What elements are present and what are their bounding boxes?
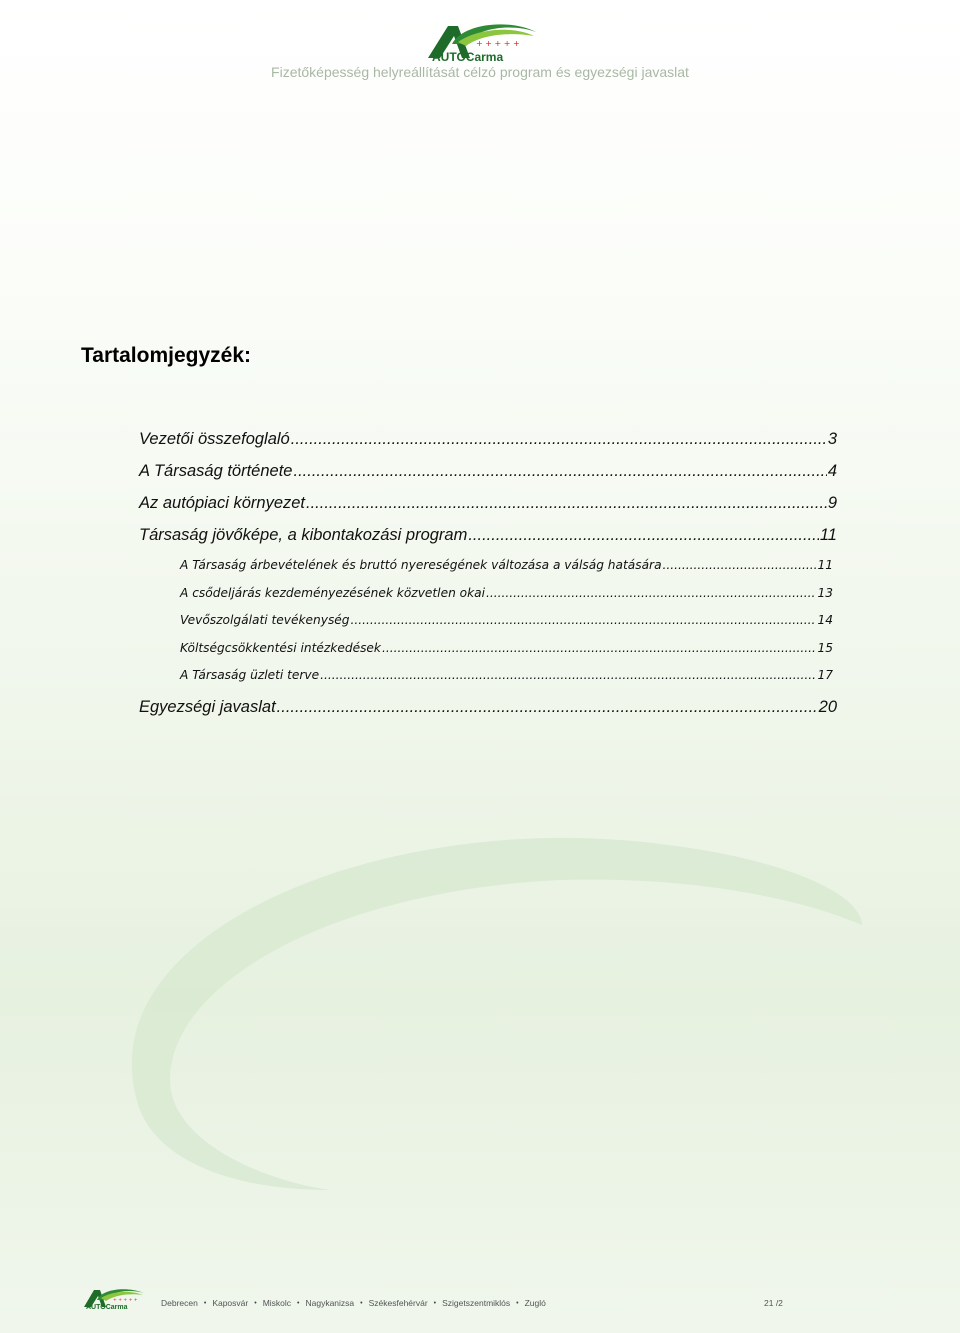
toc-entry-text: A Társaság árbevételének és bruttó nyereségének változása a válság hatására (180, 558, 662, 572)
toc-entry-text: Társaság jövőképe, a kibontakozási program (139, 526, 468, 544)
bullet-separator: • (203, 1299, 207, 1307)
bullet-separator: • (360, 1299, 363, 1307)
toc-entry-text: A Társaság története (139, 462, 293, 480)
toc-entry-page: 13 (817, 586, 833, 600)
toc-subentry[interactable] (180, 668, 833, 682)
footer-locations (161, 1298, 546, 1308)
bullet-separator: • (254, 1299, 257, 1307)
page-number: 21 /2 (764, 1298, 783, 1308)
svg-text:AUTOCarma: AUTOCarma (86, 1304, 128, 1310)
toc-entry[interactable] (139, 526, 837, 545)
footer-city: Zugló (524, 1298, 546, 1308)
svg-text:+ + + + +: + + + + + (476, 39, 520, 48)
toc-entry-text: Az autópiaci környezet (139, 494, 306, 512)
footer-city: Nagykanizsa (305, 1298, 355, 1308)
footer-city: Kaposvár (212, 1298, 249, 1308)
toc-entry[interactable] (139, 494, 837, 513)
svg-text:+ + + + +: + + + + + (113, 1298, 138, 1303)
toc-entry-text: Költségcsökkentési intézkedések (180, 641, 381, 655)
toc-entry[interactable] (139, 462, 837, 481)
toc-leader-dots (320, 668, 816, 682)
toc-leader-dots (277, 698, 818, 717)
toc-entry-page: 20 (818, 698, 837, 716)
footer-autocarma-logo (80, 1286, 146, 1310)
bullet-separator: • (433, 1299, 437, 1307)
toc-entry-page: 17 (817, 668, 833, 682)
toc-entry-text: A Társaság üzleti terve (180, 668, 320, 682)
toc-leader-dots (293, 462, 826, 481)
toc-entry-page: 9 (827, 494, 837, 512)
toc-leader-dots (468, 526, 819, 545)
toc-entry-text: A csődeljárás kezdeményezésének közvetlen okai (180, 586, 486, 600)
toc-subentry[interactable] (180, 558, 833, 572)
svg-text:AUTOCarma: AUTOCarma (432, 50, 504, 64)
toc-entry-text: Vezetői összefoglaló (139, 430, 290, 448)
toc-entry[interactable] (139, 698, 837, 717)
toc-entry-page: 11 (817, 558, 833, 572)
toc-entry-text: Vevőszolgálati tevékenység (180, 613, 350, 627)
toc-leader-dots (306, 494, 827, 513)
toc-title: Tartalomjegyzék: (81, 344, 251, 367)
autocarma-logo (418, 18, 542, 64)
toc-entry-page: 11 (819, 526, 837, 544)
document-subtitle: Fizetőképesség helyreállítását célzó program és egyezségi javaslat (271, 64, 689, 80)
bullet-separator: • (297, 1299, 300, 1307)
toc-leader-dots (351, 613, 817, 627)
toc-entry-page: 4 (827, 462, 837, 480)
toc-entry[interactable] (139, 430, 837, 449)
background-swoosh (0, 780, 960, 1200)
toc-leader-dots (486, 586, 816, 600)
bullet-separator: • (516, 1299, 519, 1307)
toc-leader-dots (291, 430, 827, 449)
toc-subentry[interactable] (180, 641, 833, 655)
toc-entry-page: 3 (827, 430, 837, 448)
toc-entry-page: 15 (817, 641, 833, 655)
toc-entry-text: Egyezségi javaslat (139, 698, 276, 716)
footer-city: Miskolc (262, 1298, 292, 1308)
toc-entry-page: 14 (817, 613, 833, 627)
footer-city: Székesfehérvár (368, 1298, 428, 1308)
toc-subentry[interactable] (180, 613, 833, 627)
footer-city: Szigetszentmiklós (442, 1298, 511, 1308)
toc-subentry[interactable] (180, 586, 833, 600)
footer-city: Debrecen (161, 1298, 198, 1308)
toc-leader-dots (382, 641, 817, 655)
toc-leader-dots (663, 558, 817, 572)
